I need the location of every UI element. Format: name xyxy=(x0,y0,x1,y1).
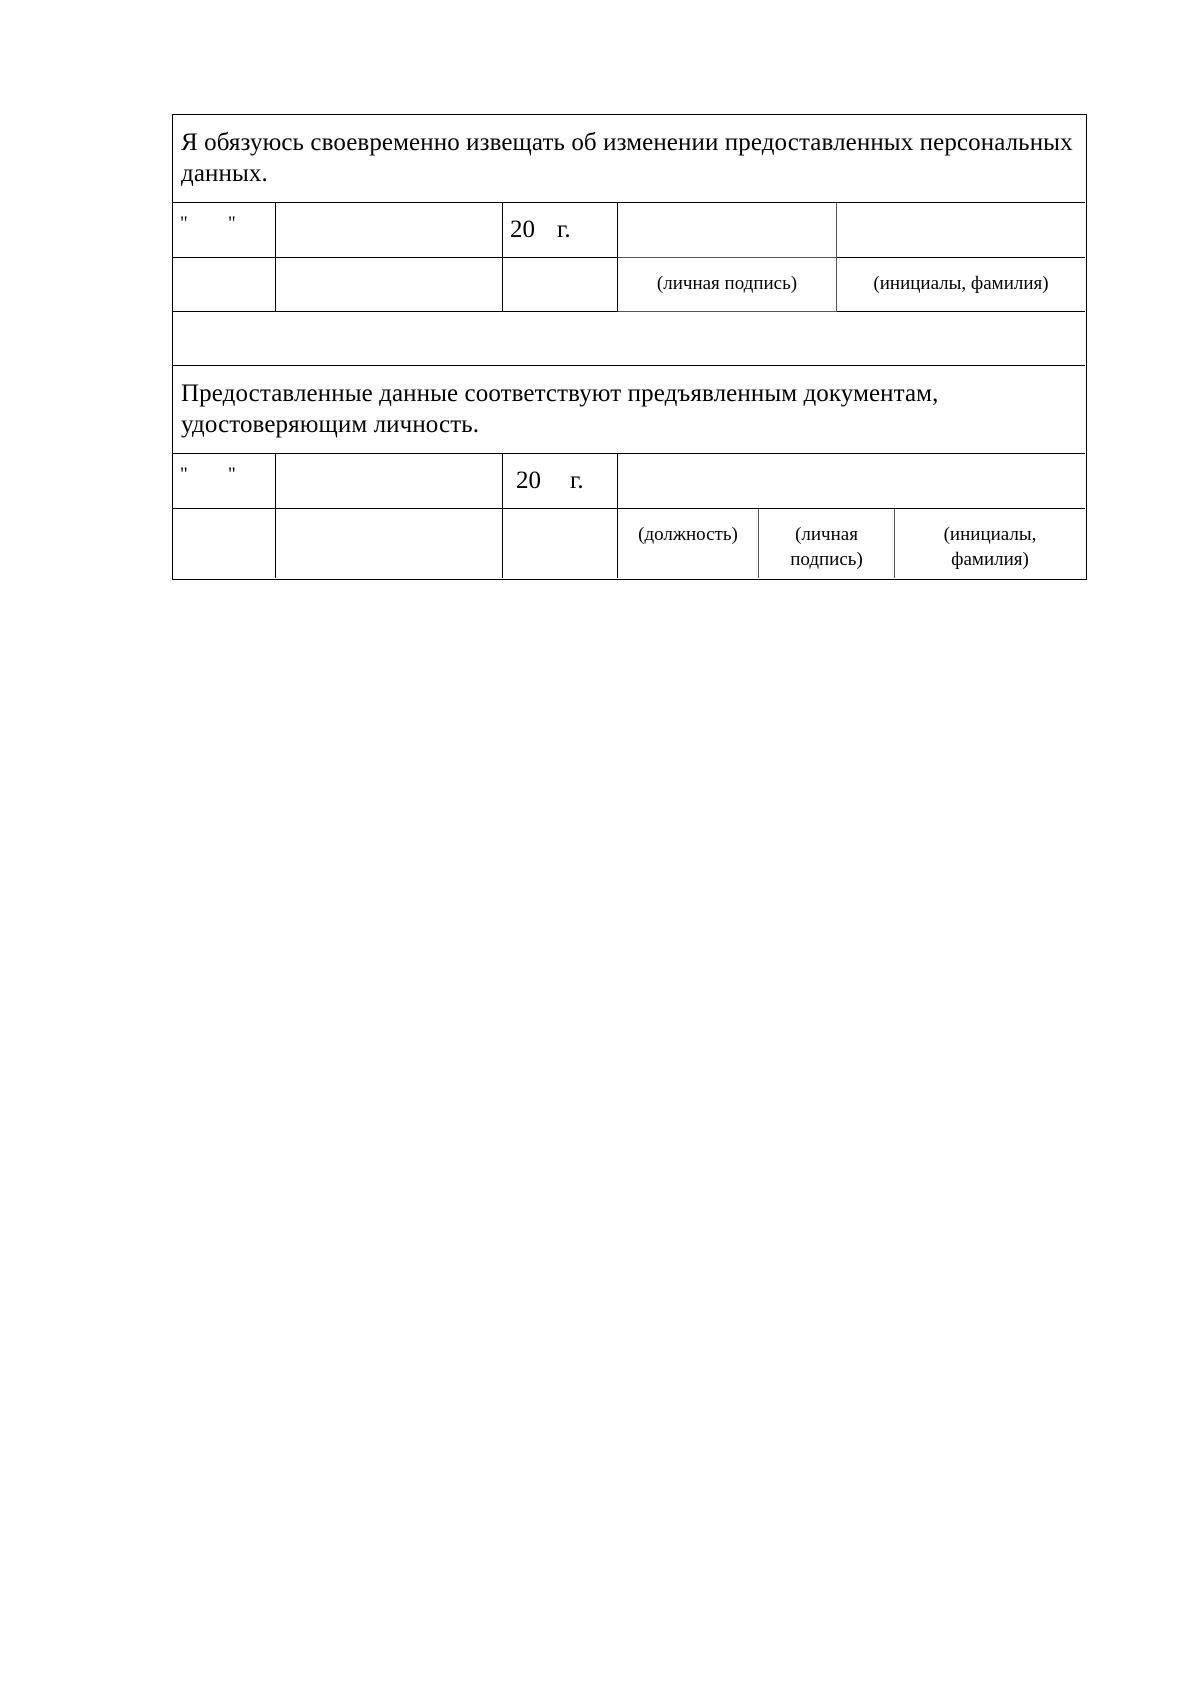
date-year-field[interactable] xyxy=(503,454,618,509)
signature-caption: (личная подпись) xyxy=(759,509,895,578)
year-suffix: г. xyxy=(570,467,584,494)
initials-caption: (инициалы, фамилия) xyxy=(943,524,1037,570)
empty-cell xyxy=(276,509,503,578)
personal-data-consent-form xyxy=(172,114,1087,580)
day-open-quote: " xyxy=(180,464,188,485)
position-caption: (должность) xyxy=(618,509,759,578)
initials-field[interactable] xyxy=(837,203,1085,258)
day-close-quote: " xyxy=(228,464,236,485)
verification-statement: Предоставленные данные соответствуют предъявленным документам, удостоверяющим личность. xyxy=(173,366,1085,454)
official-signature-field[interactable] xyxy=(618,454,1085,509)
date-day-field[interactable] xyxy=(173,454,276,509)
empty-cell xyxy=(173,509,276,578)
date-year-field[interactable] xyxy=(503,203,618,258)
year-prefix: 20 xyxy=(510,216,535,243)
year-suffix: г. xyxy=(557,216,571,243)
signature-field[interactable] xyxy=(618,203,837,258)
year-prefix: 20 xyxy=(516,467,541,494)
date-month-field[interactable] xyxy=(276,203,503,258)
empty-cell xyxy=(503,258,618,312)
signature-caption: (личная подпись) xyxy=(618,258,837,312)
empty-cell xyxy=(503,509,618,578)
spacer-row xyxy=(173,312,1085,366)
day-close-quote: " xyxy=(228,213,236,234)
obligation-statement: Я обязуюсь своевременно извещать об изменении предоставленных персональных данных. xyxy=(173,115,1085,203)
day-open-quote: " xyxy=(180,213,188,234)
date-month-field[interactable] xyxy=(276,454,503,509)
empty-cell xyxy=(276,258,503,312)
date-day-field[interactable] xyxy=(173,203,276,258)
empty-cell xyxy=(173,258,276,312)
initials-caption: (инициалы, фамилия) xyxy=(837,258,1085,312)
